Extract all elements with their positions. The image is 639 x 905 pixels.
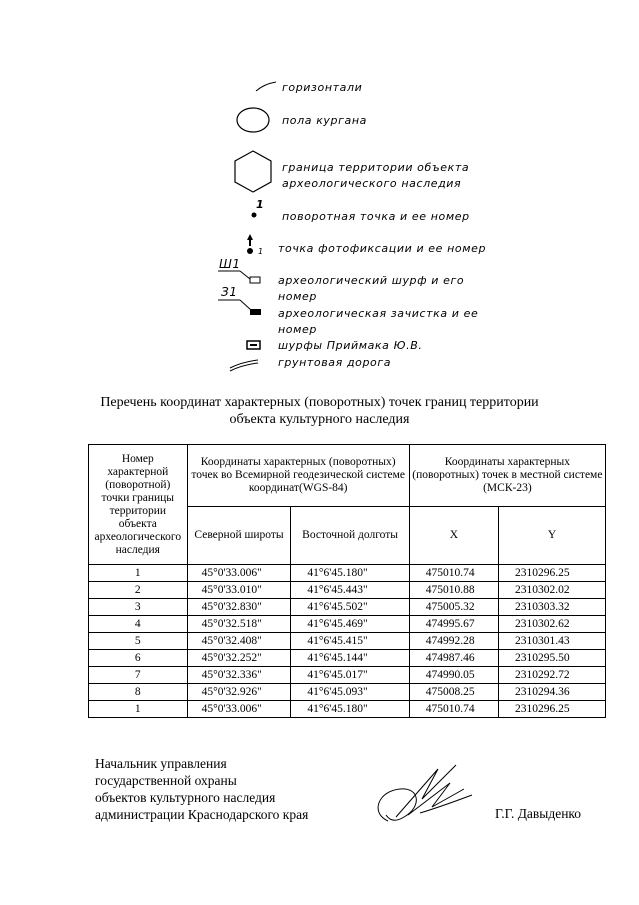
coordinates-table: [88, 444, 606, 718]
pit-marker-label: Ш1: [219, 257, 241, 271]
point-number-cell: 5: [89, 633, 188, 650]
latitude-cell: 45°0'33.006": [187, 701, 291, 718]
handwritten-signature-icon: [360, 755, 480, 835]
priimak-pit-icon: [246, 339, 262, 351]
longitude-cell: 41°6'45.017": [291, 667, 409, 684]
x-cell: 474990.05: [409, 667, 498, 684]
x-cell: 475008.25: [409, 684, 498, 701]
latitude-cell: 45°0'32.518": [187, 616, 291, 633]
position-line-3: объектов культурного наследия: [95, 790, 276, 805]
y-cell: 2310302.62: [499, 616, 606, 633]
header-latitude: Северной широты: [187, 507, 291, 565]
legend-boundary-label: граница территории объекта: [282, 161, 470, 174]
table-row: [89, 582, 606, 599]
latitude-cell: 45°0'32.336": [187, 667, 291, 684]
table-row: [89, 599, 606, 616]
point-number-cell: 1: [89, 565, 188, 582]
table-row: [89, 616, 606, 633]
x-cell: 475005.32: [409, 599, 498, 616]
pit-symbol-icon: [218, 268, 264, 286]
legend-pit-label-line2: номер: [278, 290, 317, 303]
latitude-cell: 45°0'32.408": [187, 633, 291, 650]
title-line-1: Перечень координат характерных (поворотных) точек границ территории: [100, 395, 539, 410]
turning-point-number: 1: [256, 198, 265, 211]
latitude-cell: 45°0'32.926": [187, 684, 291, 701]
longitude-cell: 41°6'45.502": [291, 599, 409, 616]
boundary-hexagon-icon: [232, 149, 274, 195]
y-cell: 2310296.25: [499, 565, 606, 582]
legend: [0, 0, 639, 380]
page-title: [0, 394, 639, 428]
signatory-name: Г.Г. Давыденко: [495, 806, 582, 821]
coordinates-rows: [89, 565, 606, 718]
dirt-road-icon: [228, 354, 262, 372]
y-cell: 2310303.32: [499, 599, 606, 616]
signatory-position: [95, 755, 308, 823]
table-row: [89, 633, 606, 650]
legend-photo-point-label: точка фотофиксации и ее номер: [278, 242, 487, 255]
legend-contours-label: горизонтали: [282, 81, 363, 94]
x-cell: 474992.28: [409, 633, 498, 650]
latitude-cell: 45°0'33.006": [187, 565, 291, 582]
y-cell: 2310294.36: [499, 684, 606, 701]
x-cell: 474987.46: [409, 650, 498, 667]
longitude-cell: 41°6'45.443": [291, 582, 409, 599]
contour-line-icon: [254, 78, 278, 94]
header-wgs84: Координаты характерных (поворотных) точек во Всемирной геодезической системе координат(WGS-84): [187, 445, 409, 507]
table-row: [89, 684, 606, 701]
x-cell: 474995.67: [409, 616, 498, 633]
longitude-cell: 41°6'45.144": [291, 650, 409, 667]
longitude-cell: 41°6'45.180": [291, 701, 409, 718]
legend-cleaning-label: археологическая зачистка и ее: [278, 307, 479, 320]
longitude-cell: 41°6'45.180": [291, 565, 409, 582]
x-cell: 475010.74: [409, 565, 498, 582]
legend-boundary-label-line2: археологического наследия: [282, 177, 462, 190]
kurgan-ellipse-icon: [234, 105, 274, 135]
position-line-4: администрации Краснодарского края: [95, 807, 309, 822]
point-number-cell: 6: [89, 650, 188, 667]
header-msk23: Координаты характерных (поворотных) точек в местной системе (МСК-23): [409, 445, 605, 507]
table-row: [89, 650, 606, 667]
point-number-cell: 8: [89, 684, 188, 701]
table-row: [89, 565, 606, 582]
latitude-cell: 45°0'32.252": [187, 650, 291, 667]
y-cell: 2310301.43: [499, 633, 606, 650]
legend-cleaning-label-line2: номер: [278, 323, 317, 336]
legend-priimak-label: шурфы Приймака Ю.В.: [278, 339, 423, 352]
header-y: Y: [499, 507, 606, 565]
x-cell: 475010.74: [409, 701, 498, 718]
legend-kurgan-label: пола кургана: [282, 114, 367, 127]
turning-point-dot-icon: [248, 209, 260, 221]
header-point-number: Номер характерной (поворотной) точки границы территории объекта археологического наследия: [89, 445, 188, 565]
y-cell: 2310295.50: [499, 650, 606, 667]
position-line-2: государственной охраны: [95, 773, 237, 788]
point-number-cell: 3: [89, 599, 188, 616]
legend-road-label: грунтовая дорога: [278, 356, 392, 369]
y-cell: 2310302.02: [499, 582, 606, 599]
point-number-cell: 7: [89, 667, 188, 684]
longitude-cell: 41°6'45.093": [291, 684, 409, 701]
x-cell: 475010.88: [409, 582, 498, 599]
header-x: X: [409, 507, 498, 565]
latitude-cell: 45°0'33.010": [187, 582, 291, 599]
y-cell: 2310296.25: [499, 701, 606, 718]
y-cell: 2310292.72: [499, 667, 606, 684]
point-number-cell: 4: [89, 616, 188, 633]
table-row: [89, 667, 606, 684]
legend-pit-label: археологический шурф и его: [278, 274, 465, 287]
photo-point-number: 1: [258, 247, 264, 256]
longitude-cell: 41°6'45.415": [291, 633, 409, 650]
legend-turning-point-label: поворотная точка и ее номер: [282, 210, 470, 223]
longitude-cell: 41°6'45.469": [291, 616, 409, 633]
cleaning-symbol-icon: [218, 298, 264, 318]
header-longitude: Восточной долготы: [291, 507, 409, 565]
title-line-2: объекта культурного наследия: [229, 412, 410, 427]
table-row: [89, 701, 606, 718]
cleaning-marker-label: З1: [221, 285, 238, 299]
point-number-cell: 2: [89, 582, 188, 599]
point-number-cell: 1: [89, 701, 188, 718]
position-line-1: Начальник управления: [95, 756, 227, 771]
latitude-cell: 45°0'32.830": [187, 599, 291, 616]
